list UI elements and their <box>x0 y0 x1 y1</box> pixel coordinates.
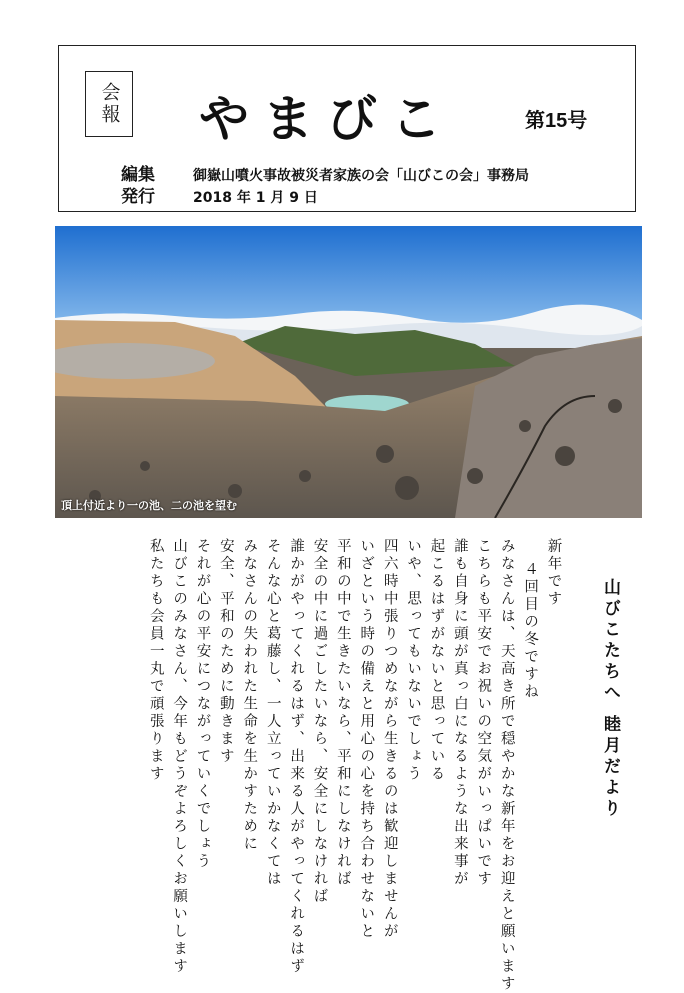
letter-line: それが心の平安につながっていくでしょう <box>194 538 211 871</box>
letter-line: 私たちも会員一丸で頑張ります <box>147 538 164 783</box>
letter-line: 山びこのみなさん、今年もどうぞよろしくお願いします <box>171 538 188 976</box>
letter-line: みなさんは、天高き所で穏やかな新年をお迎えと願います <box>498 538 515 993</box>
landscape-illustration <box>55 226 642 518</box>
letter-author: 睦月だより <box>600 715 620 820</box>
letter-line: いざという時の備えと用心の心を持ち合わせないと <box>358 538 375 941</box>
newsletter-badge <box>85 71 133 137</box>
publish-date: 2018 年 1 月 9 日 <box>193 190 318 206</box>
publish-label: 発行 <box>121 187 155 207</box>
issue-number: 第15号 <box>525 110 588 132</box>
letter-line: いや、思ってもいないでしょう <box>405 538 422 783</box>
letter-body <box>70 538 570 993</box>
summit-photo <box>55 226 642 518</box>
publish-row <box>121 182 318 207</box>
letter-line: 安全の中に過ごしたいなら、安全にしなければ <box>311 538 328 906</box>
letter-line: そんな心と葛藤し、一人立っていかなくては <box>264 538 281 888</box>
letter-line: ４回目の冬ですね <box>522 561 539 701</box>
editor-label: 編集 <box>121 165 155 185</box>
letter-line: 安全、平和のために動きます <box>217 538 234 766</box>
letter-line: 新年です <box>545 538 562 608</box>
photo-caption: 頂上付近より一の池、二の池を望む <box>61 499 237 512</box>
letter-line: みなさんの失われた生命を生かすために <box>241 538 258 853</box>
newsletter-title: やまびこ <box>199 89 455 148</box>
letter-line: 誰も自身に頭が真っ白になるような出来事が <box>451 538 468 888</box>
newsletter-badge-text: 会報 <box>98 82 121 126</box>
letter-line: 誰かがやってくれるはず、出来る人がやってくれるはず <box>288 538 305 976</box>
letter-line: 四六時中張りつめながら生きるのは歓迎しませんが <box>381 538 398 941</box>
letter-line: 平和の中で生きたいなら、平和にしなければ <box>334 538 351 888</box>
masthead <box>58 45 636 212</box>
letter-line: こちらも平安でお祝いの空気がいっぱいです <box>475 538 492 888</box>
editor-value: 御嶽山噴火事故被災者家族の会「山びこの会」事務局 <box>193 168 529 184</box>
letter-heading: 山びこたちへ <box>600 578 620 704</box>
letter-line: 起こるはずがないと思っている <box>428 538 445 783</box>
